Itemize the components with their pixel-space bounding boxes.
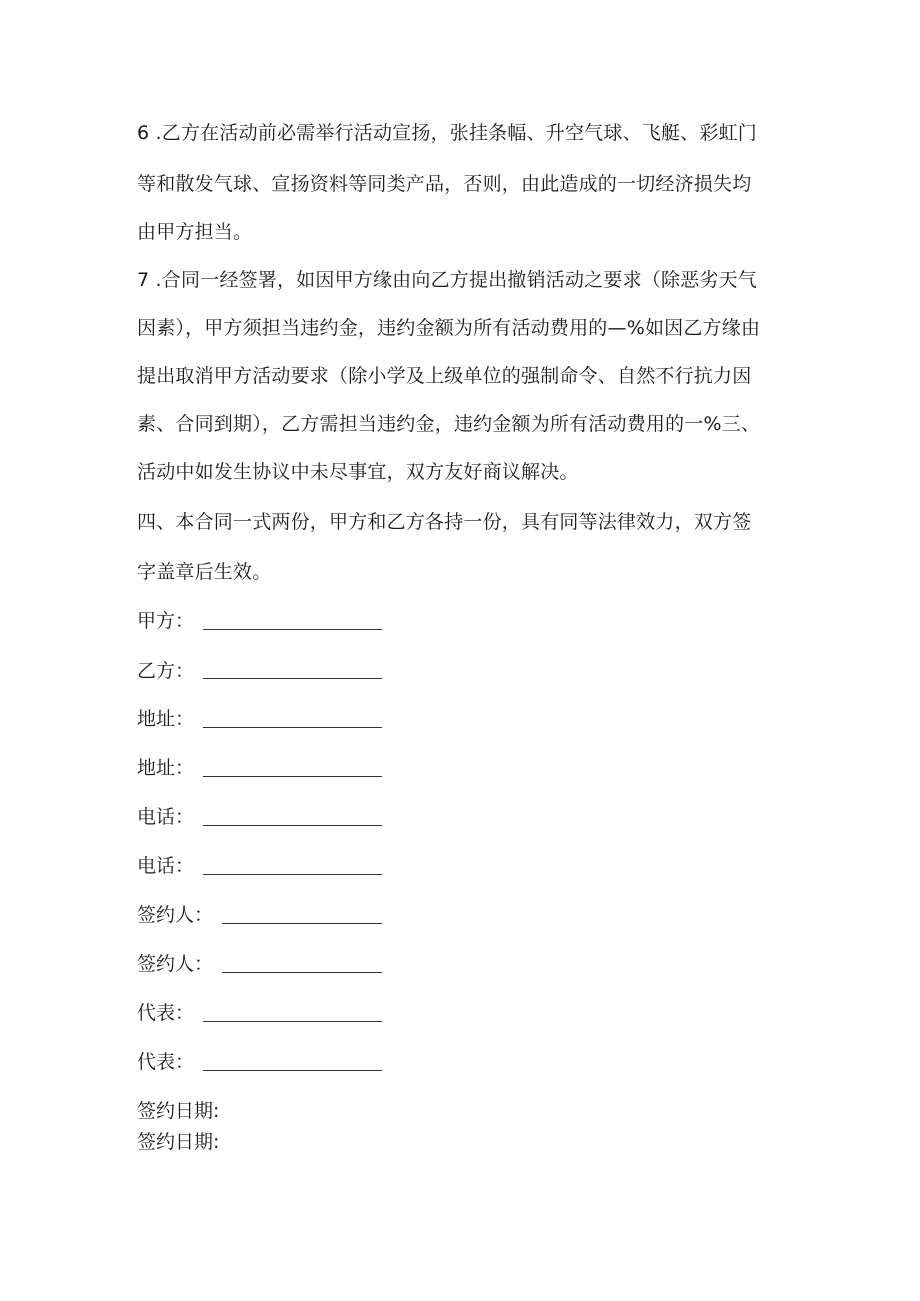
party-b-blank[interactable] — [203, 678, 382, 679]
sign-date-a-label: 签约日期: — [137, 1100, 220, 1122]
address-b-blank[interactable] — [203, 776, 382, 777]
signatory-a-blank[interactable] — [222, 923, 382, 924]
party-a-label: 甲方： — [137, 610, 195, 632]
party-a-blank[interactable] — [203, 629, 382, 630]
representative-b-label: 代表： — [137, 1051, 195, 1073]
address-a-label: 地址： — [137, 708, 195, 730]
representative-b-blank[interactable] — [203, 1070, 382, 1071]
representative-a-blank[interactable] — [203, 1021, 382, 1022]
representative-a-label: 代表： — [137, 1002, 195, 1024]
clause-6-line-2: 等和散发气球、宣扬资料等同类产品，否则，由此造成的一切经济损失均 — [137, 173, 752, 195]
sign-date-b-label: 签约日期: — [137, 1131, 220, 1153]
phone-b-blank[interactable] — [203, 874, 382, 875]
address-a-blank[interactable] — [203, 727, 382, 728]
clause-7-line-3: 提出取消甲方活动要求（除小学及上级单位的强制命令、自然不行抗力因 — [137, 365, 752, 387]
signatory-a-label: 签约人： — [137, 904, 214, 926]
section-4-line-1: 四、本合同一式两份，甲方和乙方各持一份，具有同等法律效力，双方签 — [137, 511, 752, 533]
section-4-line-2: 字盖章后生效。 — [137, 561, 272, 583]
phone-a-label: 电话： — [137, 806, 195, 828]
phone-b-label: 电话： — [137, 855, 195, 877]
clause-7-line-5: 活动中如发生协议中未尽事宜，双方友好商议解决。 — [137, 461, 579, 483]
clause-7-line-2: 因素），甲方须担当违约金，违约金额为所有活动费用的—%如因乙方缘由 — [137, 317, 761, 339]
signatory-b-blank[interactable] — [222, 972, 382, 973]
signatory-b-label: 签约人： — [137, 953, 214, 975]
clause-7-line-4: 素、合同到期），乙方需担当违约金，违约金额为所有活动费用的一%三、 — [137, 413, 761, 435]
clause-7-line-1: 7 .合同一经签署，如因甲方缘由向乙方提出撤销活动之要求（除恶劣天气 — [137, 269, 757, 291]
phone-a-blank[interactable] — [203, 825, 382, 826]
clause-6-line-3: 由甲方担当。 — [137, 221, 253, 243]
address-b-label: 地址： — [137, 757, 195, 779]
party-b-label: 乙方： — [137, 660, 195, 682]
clause-6-line-1: 6 .乙方在活动前必需举行活动宣扬，张挂条幅、升空气球、飞艇、彩虹门 — [137, 122, 757, 144]
